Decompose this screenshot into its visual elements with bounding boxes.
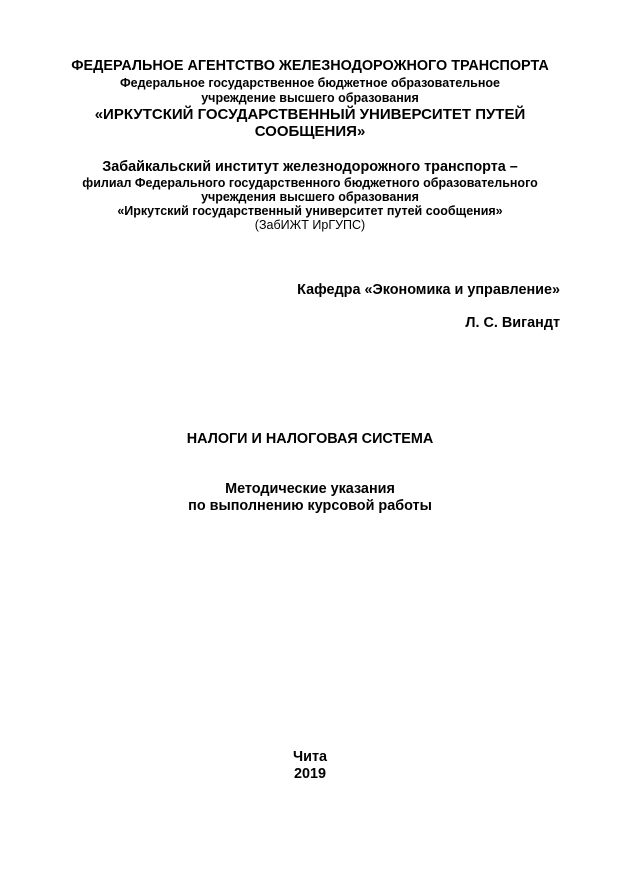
author-name: Л. С. Вигандт: [465, 315, 560, 331]
branch-name-line-2: филиал Федерального государственного бюджетного образовательного: [82, 176, 538, 190]
institution-type-line-1: Федеральное государственное бюджетное образовательное: [120, 76, 500, 90]
publication-year: 2019: [293, 766, 326, 782]
department-name: Кафедра «Экономика и управление»: [297, 282, 560, 298]
agency-name: ФЕДЕРАЛЬНОЕ АГЕНТСТВО ЖЕЛЕЗНОДОРОЖНОГО ТРАНСПОРТА: [71, 58, 549, 74]
branch-abbreviation: (ЗабИЖТ ИрГУПС): [254, 218, 366, 232]
document-title: НАЛОГИ И НАЛОГОВАЯ СИСТЕМА: [186, 431, 434, 447]
branch-name-line-1: Забайкальский институт железнодорожного транспорта –: [102, 159, 518, 175]
institution-type-line-2: учреждение высшего образования: [201, 91, 419, 105]
university-name-line-2: СООБЩЕНИЯ»: [254, 123, 366, 140]
branch-name-line-4: «Иркутский государственный университет путей сообщения»: [117, 204, 503, 218]
document-subtitle-line-1: Методические указания: [225, 481, 395, 497]
branch-name-line-3: учреждения высшего образования: [201, 190, 419, 204]
publication-city: Чита: [292, 749, 327, 765]
document-subtitle-line-2: по выполнению курсовой работы: [188, 498, 432, 514]
university-name-line-1: «ИРКУТСКИЙ ГОСУДАРСТВЕННЫЙ УНИВЕРСИТЕТ ПУТЕЙ: [94, 106, 526, 123]
